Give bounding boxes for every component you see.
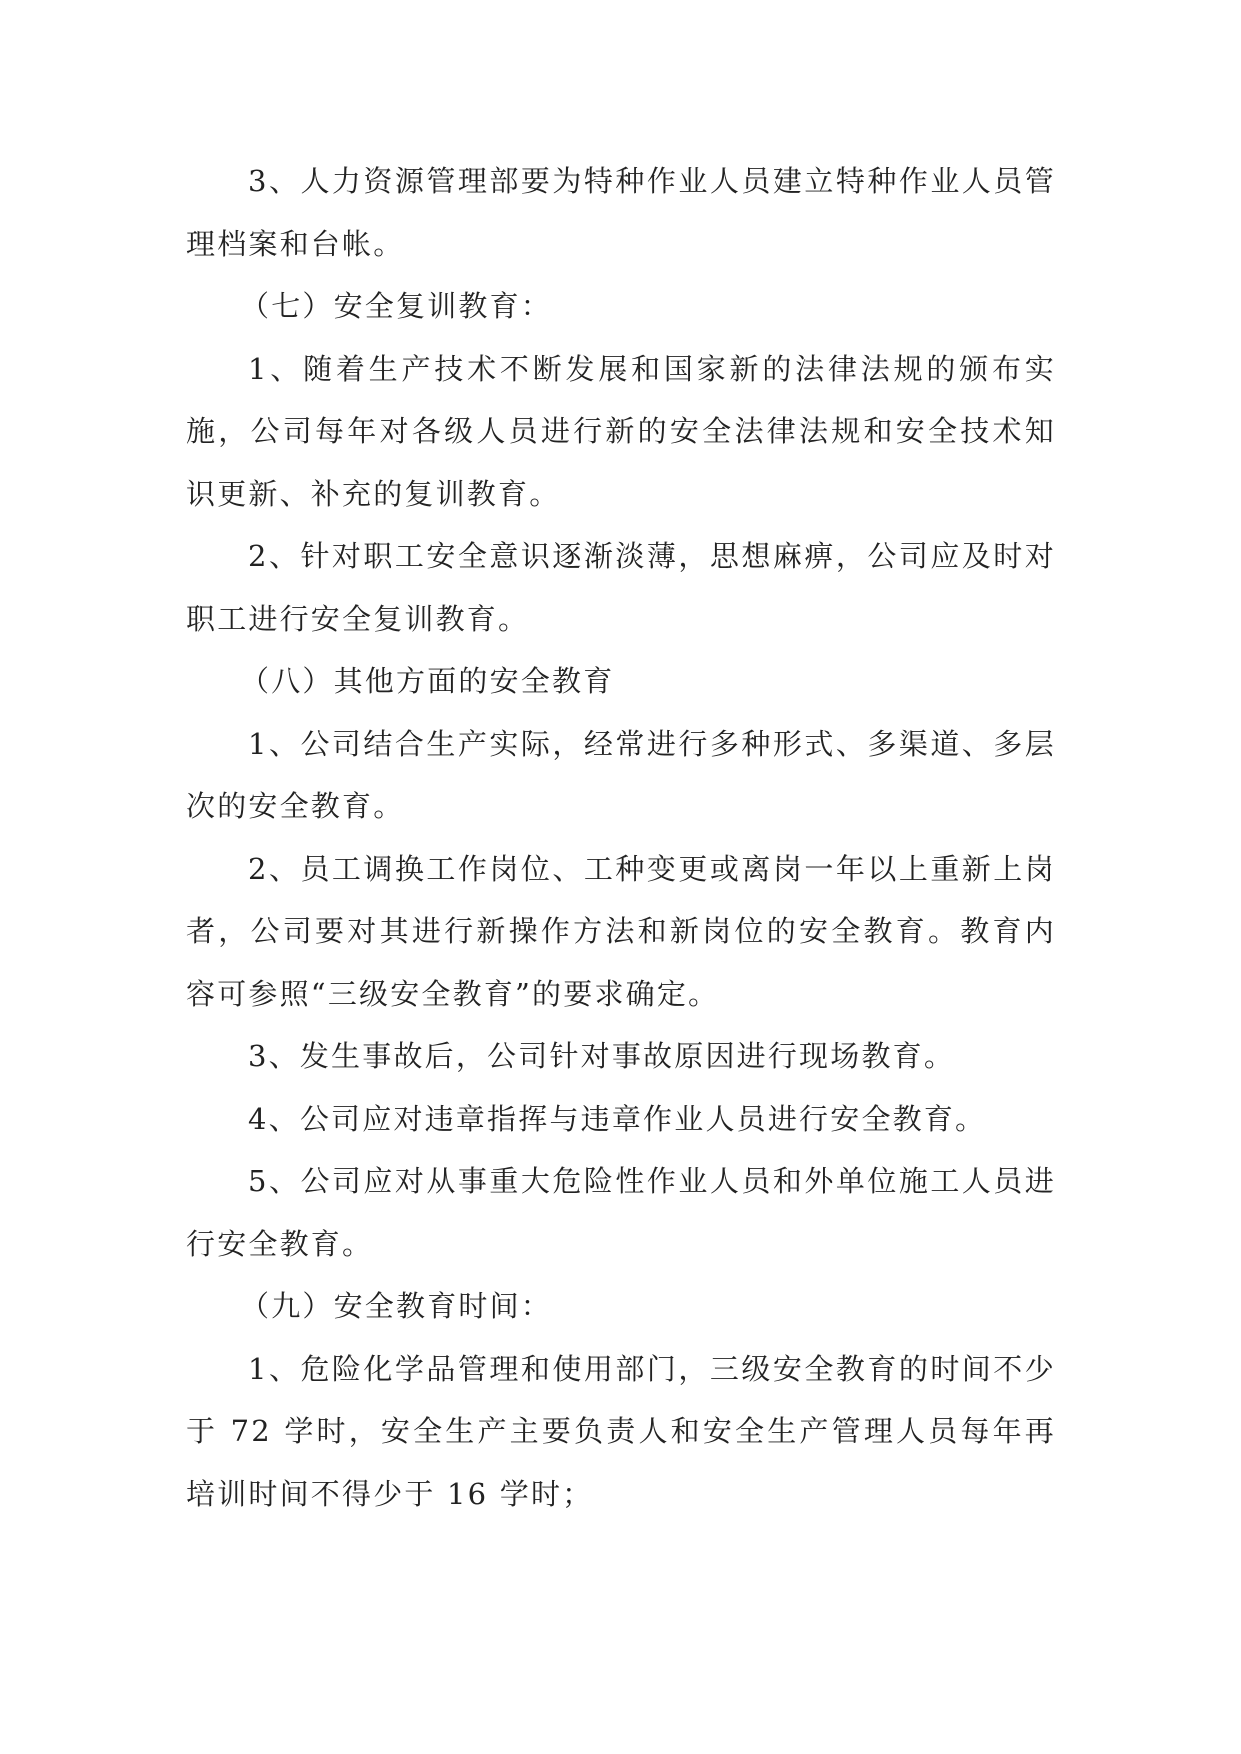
paragraph-item-1-time: 1、危险化学品管理和使用部门，三级安全教育的时间不少于 72 学时，安全生产主要负责人和安全生产管理人员每年再培训时间不得少于 16 学时； (186, 1351, 1056, 1511)
paragraph-item-2-other: 2、员工调换工作岗位、工种变更或离岗一年以上重新上岗者，公司要对其进行新操作方法和新岗位的安全教育。教育内容可参照“三级安全教育”的要求确定。 (186, 851, 1056, 1011)
section-heading-9: （九）安全教育时间： (240, 1289, 553, 1323)
paragraph-item-5-other: 5、公司应对从事重大危险性作业人员和外单位施工人员进行安全教育。 (186, 1164, 1056, 1261)
paragraph-item-3-archives: 3、人力资源管理部要为特种作业人员建立特种作业人员管理档案和台帐。 (186, 164, 1056, 261)
paragraph-item-1-refresher: 1、随着生产技术不断发展和国家新的法律法规的颁布实施，公司每年对各级人员进行新的安全法律法规和安全技术知识更新、补充的复训教育。 (186, 351, 1056, 511)
paragraph-item-2-refresher: 2、针对职工安全意识逐渐淡薄，思想麻痹，公司应及时对职工进行安全复训教育。 (186, 539, 1056, 636)
section-heading-8: （八）其他方面的安全教育 (240, 664, 615, 698)
document-body (186, 150, 1056, 1525)
paragraph-item-4-other: 4、公司应对违章指挥与违章作业人员进行安全教育。 (248, 1101, 987, 1136)
paragraph-item-3-other: 3、发生事故后，公司针对事故原因进行现场教育。 (248, 1039, 956, 1073)
section-heading-7: （七）安全复训教育： (240, 289, 553, 323)
paragraph-item-1-other: 1、公司结合生产实际，经常进行多种形式、多渠道、多层次的安全教育。 (186, 726, 1056, 823)
